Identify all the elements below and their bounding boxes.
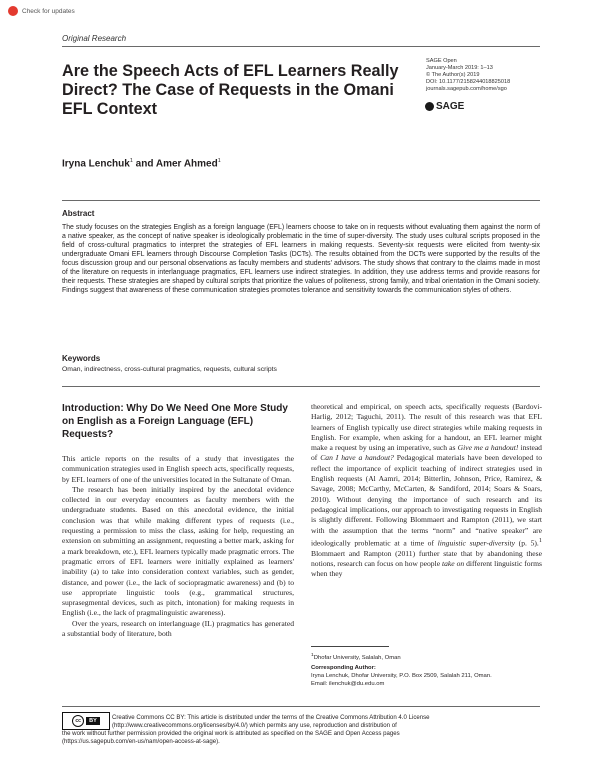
text-run: instead of [311, 443, 542, 463]
paragraph [311, 402, 542, 580]
text-run: Blommaert and Rampton (2011) further state that by abandoning these notions, research can focus on how people [311, 548, 542, 568]
left-column [62, 454, 294, 639]
affiliation-text: Dhofar University, Salalah, Oman [313, 654, 401, 661]
badge-label: Check for updates [22, 7, 75, 15]
license-line: the work without further permission provided the original work is attributed as specified on the SAGE and Open Access pages [62, 730, 400, 738]
sage-logo-icon [425, 102, 434, 111]
section-label: Original Research [62, 34, 127, 43]
license-text [62, 714, 542, 746]
text-run: theoretical and empirical, on speech acts, specifically requests (Bardovi-Harlig, 2012; Taguchi, 2011). The result of this research was that EFL learners of English typically use direct strategies while making requests in English. For example, when asking for a handout, an EFL learner might make a request by using an imperative, such as [311, 402, 542, 453]
corresponding-author-address: Iryna Lenchuk, Dhofar University, P.O. Box 2509, Salalah 211, Oman. [311, 673, 492, 679]
author-separator: and [132, 158, 156, 170]
publisher-logo [425, 101, 464, 112]
check-icon [8, 6, 18, 16]
keywords-text: Oman, indirectness, cross-cultural pragmatics, requests, cultural scripts [62, 366, 277, 373]
example-request: Give me a handout! [457, 443, 519, 453]
paragraph: Over the years, research on interlanguage (IL) pragmatics has generated a substantial body of literature, both [62, 618, 294, 639]
by-icon: BY [86, 717, 100, 725]
affil-mark: 1 [311, 653, 314, 658]
author-list [62, 158, 221, 169]
corresponding-author-email[interactable]: Email: ilenchuk@du.edu.om [311, 681, 385, 687]
footnote-ref[interactable]: 1 [538, 536, 542, 544]
journal-meta [426, 58, 556, 93]
license-line: Creative Commons CC BY: This article is distributed under the terms of the Creative Commons Attribution 4.0 License [112, 714, 430, 721]
term-superdiversity: linguistic super-diversity [437, 538, 515, 548]
footnote-rule [311, 646, 389, 647]
paragraph: The research has been initially inspired by the anecdotal evidence collected in our everyday encounters as faculty members with the undergraduate students. Based on this anecdotal evidence, the initial conclusion was that while making different types of requests (i.e., requesting a permission to miss the class, asking for help, requesting an extension on submitting an assignment, requesting a better mark, asking for a mark breakdown, etc.), EFL learners typically made pragmatic errors. The pragmatic errors of EFL learners were initially explained as learners' inability (a) to take into consideration context variables, such as gender, distance, and power (i.e., the lack of sociopragmatic awareness) and (b) to use appropriate linguistic tools (e.g., grammatical structures, suprasegmental devices, such as pitch, intonation) for making requests in English (i.e., the lack of pragmalinguistic awareness). [62, 484, 294, 618]
article-title: Are the Speech Acts of EFL Learners Really Direct? The Case of Requests in the Omani EFL Context [62, 62, 399, 118]
author-name: Iryna Lenchuk [62, 158, 130, 170]
text-run: Pedagogical materials have been developed to reflect the importance of explicit teaching of indirect strategies used in English requests (Al Aamri, 2014; Bitterlin, Johnson, Price, Ramirez, & Savage, 2008; McCarthy, McCarten, & Sandiford, 2014; Soars & Soars, 2010). Without denying the importance of such research and its pedagogical implications, our approach to investigating requests in English is slightly different. Following Blommaert and Rampton (2011), we start with the assumption that the terms “norm” and “native speaker” are ideologically problematic at a time of [311, 453, 542, 548]
keywords-heading: Keywords [62, 354, 101, 363]
publisher-name: SAGE [436, 101, 465, 112]
header-rule [62, 46, 540, 47]
author-affil-mark: 1 [217, 158, 221, 164]
author-name: Amer Ahmed [155, 158, 218, 170]
example-request: Can I have a handout? [320, 453, 394, 463]
license-link[interactable]: (http://www.creativecommons.org/licenses/by/4.0/) which permits any use, reproduction and distribution of [112, 722, 397, 730]
journal-url[interactable]: journals.sagepub.com/home/sgo [426, 86, 507, 93]
check-for-updates-badge[interactable] [8, 6, 75, 16]
abstract-heading: Abstract [62, 209, 95, 218]
corresponding-author-heading: Corresponding Author: [311, 665, 376, 671]
text-run: different linguistic forms when they [311, 558, 542, 579]
keywords-rule [62, 386, 540, 387]
issue-date-pages: January-March 2019: 1–13 [426, 65, 493, 72]
term-take-on: take on [442, 558, 465, 568]
license-link[interactable]: (https://us.sagepub.com/en-us/nam/open-access-at-sage). [62, 738, 220, 746]
license-rule [62, 706, 540, 707]
journal-name: SAGE Open [426, 58, 457, 64]
cc-icon: cc [72, 715, 84, 727]
abstract-rule [62, 200, 540, 201]
right-column [311, 402, 542, 580]
author-affil-mark: 1 [129, 158, 133, 164]
copyright: © The Author(s) 2019 [426, 72, 480, 79]
text-run: (p. 5). [515, 538, 539, 548]
affiliation [311, 652, 542, 662]
doi[interactable]: DOI: 10.1177/2158244018825018 [426, 79, 511, 86]
abstract-text: The study focuses on the strategies English as a foreign language (EFL) learners choose to take on in requests without evaluating them against the norm of a native speaker, as the concept of native speaker is ideologically problematic in the time of super-diversity. The study uses cultural scripts proposed in the field of cross-cultural pragmatics to interpret the strategies of EFL learners in making requests. Seventy-six requests were elicited from twenty-six undergraduate Omani EFL learners through Discourse Completion Tasks (DCTs). The results obtained from the DCTs were supported by the results of the focus discussion group and our personal observations as faculty members and students' advisors. The study shows that contrary to the claims made in most of the literature on requests in interlanguage pragmatics, EFL learners use indirect strategies. In addition, they use address terms and provide reasons for their requests. These strategies are shaped by cultural scripts that prioritize the values of politeness, strong family, and tribal orientation in the Omani society. Findings suggest that awareness of these communication strategies promotes tolerance and sensitivity towards the communication styles of others. [62, 224, 540, 295]
intro-heading: Introduction: Why Do We Need One More Study on English as a Foreign Language (EFL) Requests? [62, 403, 288, 440]
paragraph: This article reports on the results of a study that investigates the communication strategies used in English speech acts, specifically requests, by EFL learners of one of the universities located in the Sultanate of Oman. [62, 454, 294, 484]
